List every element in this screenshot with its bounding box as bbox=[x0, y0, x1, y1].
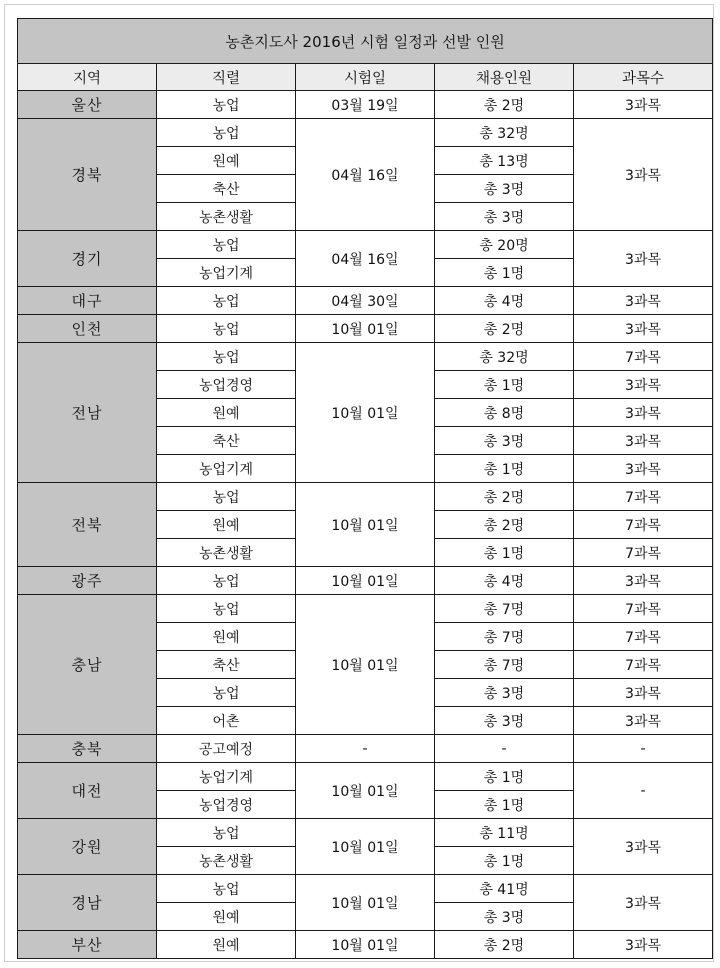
region-cell: 울산 bbox=[18, 91, 157, 119]
table-row bbox=[18, 483, 713, 511]
subjects-cell: 3과목 bbox=[574, 119, 713, 231]
exam-date-cell: 10월 01일 bbox=[296, 931, 435, 959]
subjects-cell: 3과목 bbox=[574, 287, 713, 315]
header-headcount: 채용인원 bbox=[435, 64, 574, 91]
subjects-cell: 3과목 bbox=[574, 315, 713, 343]
exam-date-cell: 04월 16일 bbox=[296, 119, 435, 231]
job-cell: 농촌생활 bbox=[157, 847, 296, 875]
table-title: 농촌지도사 2016년 시험 일정과 선발 인원 bbox=[18, 19, 713, 64]
region-cell: 강원 bbox=[18, 819, 157, 875]
exam-date-cell: 10월 01일 bbox=[296, 819, 435, 875]
headcount-cell: 총 4명 bbox=[435, 287, 574, 315]
headcount-cell: 총 7명 bbox=[435, 595, 574, 623]
job-cell: 공고예정 bbox=[157, 735, 296, 763]
region-cell: 경남 bbox=[18, 875, 157, 931]
subjects-cell: 7과목 bbox=[574, 343, 713, 371]
headcount-cell: 총 1명 bbox=[435, 847, 574, 875]
exam-date-cell: 10월 01일 bbox=[296, 595, 435, 735]
job-cell: 농업기계 bbox=[157, 455, 296, 483]
region-cell: 광주 bbox=[18, 567, 157, 595]
job-cell: 농촌생활 bbox=[157, 539, 296, 567]
job-cell: 농업 bbox=[157, 483, 296, 511]
headcount-cell: 총 3명 bbox=[435, 707, 574, 735]
region-cell: 인천 bbox=[18, 315, 157, 343]
job-cell: 농업 bbox=[157, 679, 296, 707]
table-row bbox=[18, 343, 713, 371]
table-row bbox=[18, 315, 713, 343]
subjects-cell: 3과목 bbox=[574, 455, 713, 483]
subjects-cell: 7과목 bbox=[574, 595, 713, 623]
headcount-cell: 총 2명 bbox=[435, 91, 574, 119]
subjects-cell: 3과목 bbox=[574, 399, 713, 427]
job-cell: 축산 bbox=[157, 651, 296, 679]
region-cell: 충북 bbox=[18, 735, 157, 763]
exam-schedule-table bbox=[17, 18, 713, 959]
exam-date-cell: 10월 01일 bbox=[296, 343, 435, 483]
region-cell: 전남 bbox=[18, 343, 157, 483]
job-cell: 농업경영 bbox=[157, 791, 296, 819]
job-cell: 원예 bbox=[157, 147, 296, 175]
headcount-cell: 총 32명 bbox=[435, 119, 574, 147]
job-cell: 원예 bbox=[157, 931, 296, 959]
headcount-cell: 총 3명 bbox=[435, 203, 574, 231]
table-row bbox=[18, 231, 713, 259]
table-row bbox=[18, 567, 713, 595]
table-row bbox=[18, 91, 713, 119]
subjects-cell: 3과목 bbox=[574, 371, 713, 399]
headcount-cell: 총 3명 bbox=[435, 427, 574, 455]
subjects-cell: 3과목 bbox=[574, 819, 713, 875]
headcount-cell: 총 2명 bbox=[435, 483, 574, 511]
table-row bbox=[18, 119, 713, 147]
exam-date-cell: 10월 01일 bbox=[296, 315, 435, 343]
region-cell: 부산 bbox=[18, 931, 157, 959]
job-cell: 농업 bbox=[157, 231, 296, 259]
exam-date-cell: 03월 19일 bbox=[296, 91, 435, 119]
headcount-cell: 총 11명 bbox=[435, 819, 574, 847]
job-cell: 농업경영 bbox=[157, 371, 296, 399]
table-row bbox=[18, 931, 713, 959]
headcount-cell: 총 1명 bbox=[435, 259, 574, 287]
job-cell: 농업 bbox=[157, 343, 296, 371]
headcount-cell: - bbox=[435, 735, 574, 763]
table-row bbox=[18, 819, 713, 847]
exam-date-cell: 10월 01일 bbox=[296, 483, 435, 567]
exam-date-cell: 10월 01일 bbox=[296, 763, 435, 819]
job-cell: 축산 bbox=[157, 427, 296, 455]
header-subjects: 과목수 bbox=[574, 64, 713, 91]
subjects-cell: 3과목 bbox=[574, 91, 713, 119]
job-cell: 원예 bbox=[157, 511, 296, 539]
headcount-cell: 총 13명 bbox=[435, 147, 574, 175]
headcount-cell: 총 1명 bbox=[435, 455, 574, 483]
headcount-cell: 총 4명 bbox=[435, 567, 574, 595]
region-cell: 대전 bbox=[18, 763, 157, 819]
headcount-cell: 총 20명 bbox=[435, 231, 574, 259]
table-row bbox=[18, 595, 713, 623]
subjects-cell: 3과목 bbox=[574, 679, 713, 707]
job-cell: 원예 bbox=[157, 399, 296, 427]
subjects-cell: 7과목 bbox=[574, 539, 713, 567]
subjects-cell: 7과목 bbox=[574, 483, 713, 511]
table-row bbox=[18, 875, 713, 903]
headcount-cell: 총 3명 bbox=[435, 175, 574, 203]
headcount-cell: 총 1명 bbox=[435, 763, 574, 791]
subjects-cell: 3과목 bbox=[574, 931, 713, 959]
headcount-cell: 총 3명 bbox=[435, 679, 574, 707]
subjects-cell: - bbox=[574, 735, 713, 763]
header-exam-date: 시험일 bbox=[296, 64, 435, 91]
job-cell: 원예 bbox=[157, 903, 296, 931]
job-cell: 농촌생활 bbox=[157, 203, 296, 231]
job-cell: 농업기계 bbox=[157, 259, 296, 287]
job-cell: 농업 bbox=[157, 91, 296, 119]
job-cell: 농업 bbox=[157, 567, 296, 595]
table-body bbox=[18, 19, 713, 959]
table-row bbox=[18, 763, 713, 791]
subjects-cell: - bbox=[574, 763, 713, 819]
headcount-cell: 총 1명 bbox=[435, 539, 574, 567]
job-cell: 농업 bbox=[157, 819, 296, 847]
exam-date-cell: 10월 01일 bbox=[296, 567, 435, 595]
job-cell: 원예 bbox=[157, 623, 296, 651]
subjects-cell: 7과목 bbox=[574, 511, 713, 539]
headcount-cell: 총 7명 bbox=[435, 623, 574, 651]
subjects-cell: 3과목 bbox=[574, 875, 713, 931]
exam-date-cell: - bbox=[296, 735, 435, 763]
headcount-cell: 총 2명 bbox=[435, 511, 574, 539]
subjects-cell: 3과목 bbox=[574, 427, 713, 455]
exam-date-cell: 04월 30일 bbox=[296, 287, 435, 315]
headcount-cell: 총 1명 bbox=[435, 371, 574, 399]
headcount-cell: 총 8명 bbox=[435, 399, 574, 427]
region-cell: 대구 bbox=[18, 287, 157, 315]
job-cell: 농업 bbox=[157, 315, 296, 343]
job-cell: 농업기계 bbox=[157, 763, 296, 791]
headcount-cell: 총 3명 bbox=[435, 903, 574, 931]
region-cell: 경북 bbox=[18, 119, 157, 231]
subjects-cell: 7과목 bbox=[574, 623, 713, 651]
job-cell: 농업 bbox=[157, 595, 296, 623]
subjects-cell: 3과목 bbox=[574, 707, 713, 735]
table-row bbox=[18, 287, 713, 315]
job-cell: 농업 bbox=[157, 875, 296, 903]
region-cell: 충남 bbox=[18, 595, 157, 735]
headcount-cell: 총 41명 bbox=[435, 875, 574, 903]
header-job: 직렬 bbox=[157, 64, 296, 91]
page-frame bbox=[4, 4, 714, 962]
headcount-cell: 총 32명 bbox=[435, 343, 574, 371]
exam-date-cell: 04월 16일 bbox=[296, 231, 435, 287]
headcount-cell: 총 2명 bbox=[435, 315, 574, 343]
job-cell: 농업 bbox=[157, 287, 296, 315]
subjects-cell: 3과목 bbox=[574, 567, 713, 595]
subjects-cell: 7과목 bbox=[574, 651, 713, 679]
job-cell: 어촌 bbox=[157, 707, 296, 735]
headcount-cell: 총 2명 bbox=[435, 931, 574, 959]
region-cell: 경기 bbox=[18, 231, 157, 287]
header-region: 지역 bbox=[18, 64, 157, 91]
subjects-cell: 3과목 bbox=[574, 231, 713, 287]
region-cell: 전북 bbox=[18, 483, 157, 567]
table-row bbox=[18, 735, 713, 763]
headcount-cell: 총 1명 bbox=[435, 791, 574, 819]
job-cell: 농업 bbox=[157, 119, 296, 147]
headcount-cell: 총 7명 bbox=[435, 651, 574, 679]
exam-date-cell: 10월 01일 bbox=[296, 875, 435, 931]
header-row bbox=[18, 64, 713, 91]
job-cell: 축산 bbox=[157, 175, 296, 203]
title-row bbox=[18, 19, 713, 64]
